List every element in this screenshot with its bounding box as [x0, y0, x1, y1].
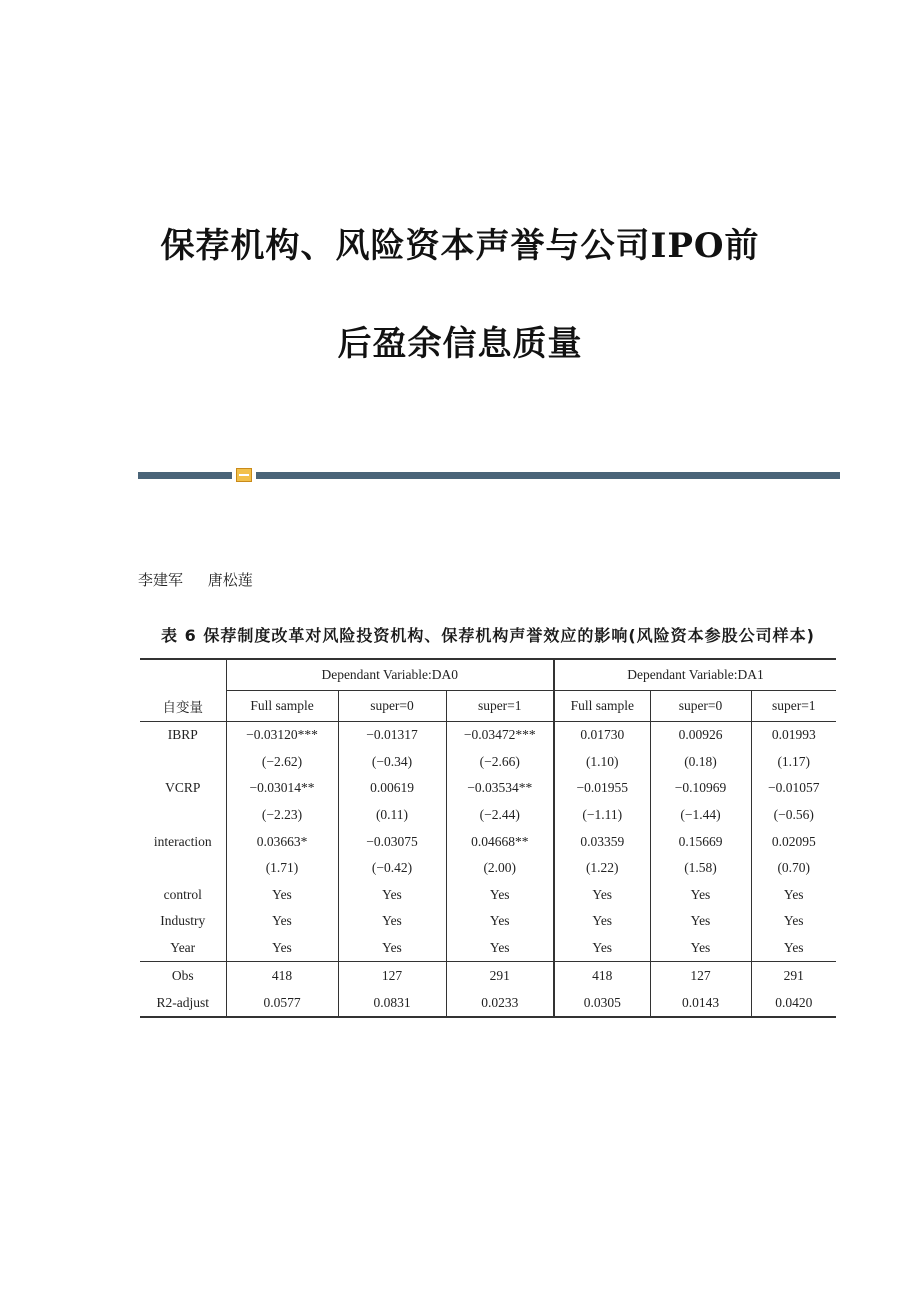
regression-table — [140, 658, 836, 1018]
row-label: Year — [170, 940, 196, 956]
table-cell: 0.0577 — [226, 989, 338, 1017]
table-cell: Yes — [226, 935, 338, 962]
column-header: super=1 — [446, 691, 554, 722]
group-header-da1: Dependant Variable:DA1 — [554, 659, 836, 691]
table-cell: 418 — [226, 962, 338, 990]
column-header: super=1 — [751, 691, 836, 722]
table-cell: 0.0420 — [751, 989, 836, 1017]
table-row — [140, 749, 836, 776]
table-cell: (0.70) — [751, 855, 836, 882]
table-cell: 0.0233 — [446, 989, 554, 1017]
table-cell: (−2.44) — [446, 802, 554, 829]
group-header-da0: Dependant Variable:DA0 — [226, 659, 554, 691]
row-label — [140, 749, 226, 776]
column-header: super=0 — [650, 691, 751, 722]
table-cell: −0.01057 — [751, 775, 836, 802]
table-cell: 291 — [446, 962, 554, 990]
table-cell: Yes — [338, 935, 446, 962]
table-cell: Yes — [650, 882, 751, 909]
table-cell: 418 — [554, 962, 650, 990]
table-cell: (−2.62) — [226, 749, 338, 776]
table-cell: 0.03359 — [554, 828, 650, 855]
column-header: Full sample — [554, 691, 650, 722]
row-label: VCRP — [165, 780, 201, 796]
table-cell: (2.00) — [446, 855, 554, 882]
table-cell: Yes — [751, 882, 836, 909]
row-label — [140, 855, 226, 882]
table-cell: (0.11) — [338, 802, 446, 829]
divider-ornament-icon — [236, 468, 252, 482]
table-row — [140, 882, 836, 909]
table-cell: 0.15669 — [650, 828, 751, 855]
table-cell: Yes — [650, 935, 751, 962]
table-cell: 0.0305 — [554, 989, 650, 1017]
table-cell: 291 — [751, 962, 836, 990]
table-cell: −0.03534** — [446, 775, 554, 802]
table-cell: Yes — [446, 935, 554, 962]
row-label: interaction — [153, 833, 212, 849]
table-cell: Yes — [751, 908, 836, 935]
row-label: R2-adjust — [140, 989, 226, 1017]
table-cell: (0.18) — [650, 749, 751, 776]
table-cell: −0.10969 — [650, 775, 751, 802]
document-title-line-2: 后盈余信息质量 — [337, 324, 583, 364]
table-cell: Yes — [554, 882, 650, 909]
table-cell: (−2.23) — [226, 802, 338, 829]
row-label — [140, 802, 226, 829]
table-cell: (−0.34) — [338, 749, 446, 776]
author-name: 李建军 — [138, 571, 184, 589]
table-cell: (−1.44) — [650, 802, 751, 829]
table-footer — [140, 962, 836, 1018]
table-cell: (1.22) — [554, 855, 650, 882]
table-cell: 0.03663* — [226, 828, 338, 855]
table-cell: 127 — [338, 962, 446, 990]
stub-header: 自变量 — [162, 699, 203, 715]
document-title-line-1: 保荐机构、风险资本声誉与公司IPO前 — [160, 226, 760, 266]
table-cell: Yes — [554, 935, 650, 962]
author-name: 唐松莲 — [207, 571, 253, 589]
table-cell: −0.03120*** — [226, 722, 338, 749]
table-cell: 0.01730 — [554, 722, 650, 749]
author-line — [138, 569, 273, 590]
table-body — [140, 722, 836, 962]
table-row — [140, 802, 836, 829]
table-cell: Yes — [338, 908, 446, 935]
table-cell: Yes — [446, 882, 554, 909]
table-corner-cell — [140, 659, 226, 691]
table-cell: −0.03014** — [226, 775, 338, 802]
table-cell: −0.03075 — [338, 828, 446, 855]
table-row — [140, 855, 836, 882]
row-label: Industry — [160, 913, 206, 929]
row-label: control — [163, 886, 202, 902]
table-cell: (1.17) — [751, 749, 836, 776]
table-cell: 0.04668** — [446, 828, 554, 855]
table-cell: (−0.56) — [751, 802, 836, 829]
table-cell: 0.01993 — [751, 722, 836, 749]
table-cell: −0.03472*** — [446, 722, 554, 749]
table-cell: Yes — [446, 908, 554, 935]
title-divider-right — [256, 472, 840, 479]
column-header: Full sample — [226, 691, 338, 722]
table-row — [140, 908, 836, 935]
table-cell: 0.02095 — [751, 828, 836, 855]
table-cell: Yes — [650, 908, 751, 935]
table-row — [140, 775, 836, 802]
table-cell: (−2.66) — [446, 749, 554, 776]
table-cell: −0.01955 — [554, 775, 650, 802]
column-header: super=0 — [338, 691, 446, 722]
table-cell: 0.00926 — [650, 722, 751, 749]
table-cell: Yes — [338, 882, 446, 909]
table-cell: (1.10) — [554, 749, 650, 776]
table-row — [140, 935, 836, 962]
table-cell: Yes — [226, 908, 338, 935]
table-cell: 0.00619 — [338, 775, 446, 802]
table-cell: 0.0143 — [650, 989, 751, 1017]
table-row — [140, 962, 836, 990]
table-row — [140, 989, 836, 1017]
table-cell: 0.0831 — [338, 989, 446, 1017]
table-cell: −0.01317 — [338, 722, 446, 749]
table-cell: (1.58) — [650, 855, 751, 882]
title-divider-left — [138, 472, 232, 479]
table-row — [140, 722, 836, 749]
row-label: Obs — [140, 962, 226, 990]
table-cell: Yes — [554, 908, 650, 935]
table-cell: 127 — [650, 962, 751, 990]
table-cell: Yes — [751, 935, 836, 962]
table-cell: (−1.11) — [554, 802, 650, 829]
table-cell: (−0.42) — [338, 855, 446, 882]
table-cell: Yes — [226, 882, 338, 909]
table-caption: 表 6 保荐制度改革对风险投资机构、保荐机构声誉效应的影响(风险资本参股公司样本) — [161, 626, 815, 645]
row-label: IBRP — [140, 722, 226, 749]
table-row — [140, 828, 836, 855]
table-cell: (1.71) — [226, 855, 338, 882]
